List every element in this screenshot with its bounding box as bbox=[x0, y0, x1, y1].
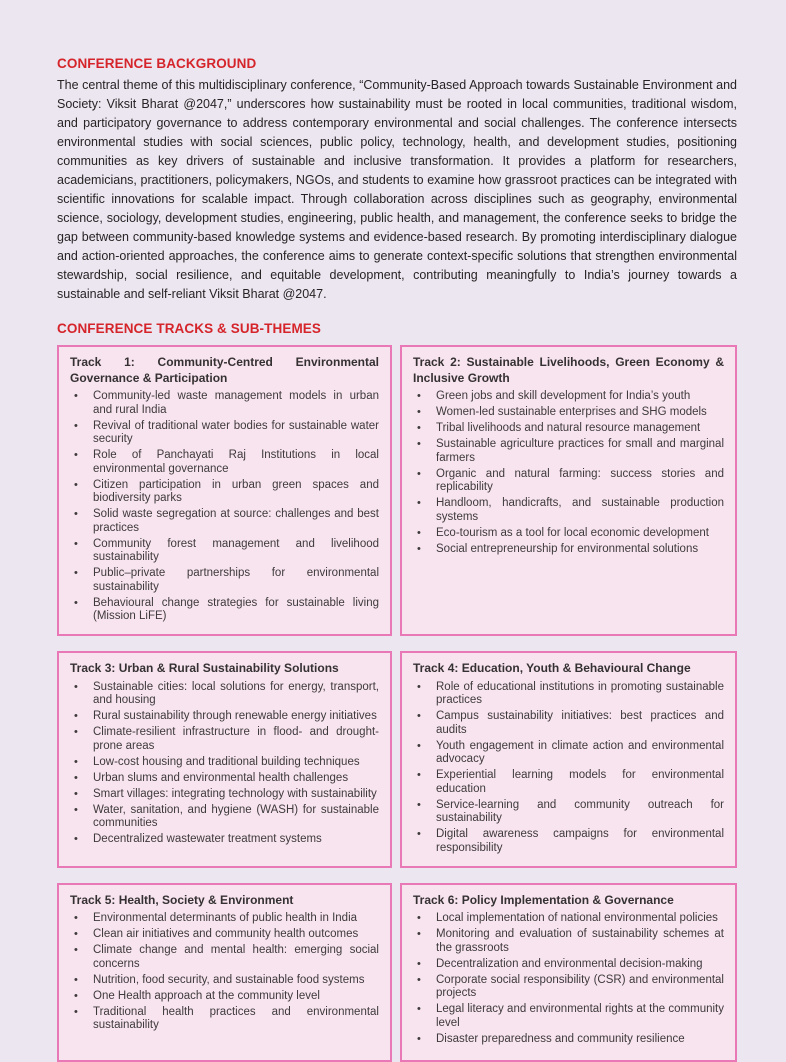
track-bullet-item: • Corporate social responsibility (CSR) and environmental projects bbox=[413, 974, 724, 1001]
track-bullet-item: • Solid waste segregation at source: challenges and best practices bbox=[70, 508, 379, 535]
track-bullet-item: • Social entrepreneurship for environmental solutions bbox=[413, 543, 724, 557]
track-bullet-item: • Revival of traditional water bodies for sustainable water security bbox=[70, 420, 379, 447]
tracks-grid bbox=[57, 345, 737, 1062]
track-bullet-item: • Community forest management and livelihood sustainability bbox=[70, 538, 379, 565]
track-bullet-item: • Campus sustainability initiatives: best practices and audits bbox=[413, 710, 724, 737]
track-bullet-item: • Monitoring and evaluation of sustainability schemes at the grassroots bbox=[413, 928, 724, 955]
track-bullet-item: • Public–private partnerships for environmental sustainability bbox=[70, 567, 379, 594]
track-3-list bbox=[70, 681, 379, 847]
background-heading: CONFERENCE BACKGROUND bbox=[57, 56, 257, 71]
track-box-6 bbox=[400, 883, 737, 1062]
track-bullet-item: • Role of educational institutions in promoting sustainable practices bbox=[413, 681, 724, 708]
track-box-5 bbox=[57, 883, 392, 1062]
track-bullet-item: • Behavioural change strategies for sustainable living (Mission LiFE) bbox=[70, 597, 379, 624]
track-2-title: Track 2: Sustainable Livelihoods, Green Economy & Inclusive Growth bbox=[413, 355, 724, 385]
track-5-title: Track 5: Health, Society & Environment bbox=[70, 892, 294, 907]
tracks-heading: CONFERENCE TRACKS & SUB-THEMES bbox=[57, 321, 322, 336]
track-box-2 bbox=[400, 345, 737, 636]
track-bullet-item: • Handloom, handicrafts, and sustainable production systems bbox=[413, 497, 724, 524]
track-bullet-item: • Clean air initiatives and community health outcomes bbox=[70, 928, 379, 942]
track-bullet-item: • Organic and natural farming: success stories and replicability bbox=[413, 468, 724, 495]
track-bullet-item: • Urban slums and environmental health challenges bbox=[70, 772, 379, 786]
track-bullet-item: • Decentralized wastewater treatment systems bbox=[70, 833, 379, 847]
track-2-list bbox=[413, 390, 724, 556]
track-bullet-item: • Sustainable agriculture practices for small and marginal farmers bbox=[413, 438, 724, 465]
track-6-title: Track 6: Policy Implementation & Governance bbox=[413, 892, 674, 907]
track-bullet-item: • Nutrition, food security, and sustainable food systems bbox=[70, 974, 379, 988]
track-bullet-item: • Service-learning and community outreach for sustainability bbox=[413, 799, 724, 826]
track-4-list bbox=[413, 681, 724, 856]
track-bullet-item: • Digital awareness campaigns for environmental responsibility bbox=[413, 828, 724, 855]
track-bullet-item: • Disaster preparedness and community resilience bbox=[413, 1033, 724, 1047]
track-bullet-item: • Decentralization and environmental decision-making bbox=[413, 958, 724, 972]
track-bullet-item: • Climate-resilient infrastructure in flood- and drought-prone areas bbox=[70, 726, 379, 753]
track-bullet-item: • Local implementation of national environmental policies bbox=[413, 912, 724, 926]
track-bullet-item: • Green jobs and skill development for India’s youth bbox=[413, 390, 724, 404]
track-5-list bbox=[70, 912, 379, 1033]
track-3-title: Track 3: Urban & Rural Sustainability Solutions bbox=[70, 661, 339, 675]
track-bullet-item: • Climate change and mental health: emerging social concerns bbox=[70, 944, 379, 971]
track-1-title: Track 1: Community-Centred Environmental Governance & Participation bbox=[70, 355, 379, 385]
track-bullet-item: • Role of Panchayati Raj Institutions in local environmental governance bbox=[70, 449, 379, 476]
track-bullet-item: • Community-led waste management models in urban and rural India bbox=[70, 390, 379, 417]
track-bullet-item: • Low-cost housing and traditional building techniques bbox=[70, 756, 379, 770]
track-bullet-item: • Tribal livelihoods and natural resource management bbox=[413, 422, 724, 436]
track-box-4 bbox=[400, 651, 737, 868]
tracks-section bbox=[57, 321, 737, 1062]
background-paragraph: The central theme of this multidisciplinary conference, “Community-Based Approach towards Sustainable Environment and Society: Viksit Bharat @2047,” underscores how sustainability must be rooted in local communities, traditional wisdom, and participatory governance to address contemporary environmental and social challenges. The conference intersects environmental studies with social sciences, public policy, technology, health, and development studies, positioning communities as key drivers of sustainable and inclusive transformation. It provides a platform for researchers, academicians, practitioners, policymakers, NGOs, and students to examine how grassroot practices can be integrated with scientific innovations for scalable impact. Through collaboration across disciplines such as geography, environmental science, sociology, development studies, engineering, public health, and management, the conference seeks to bridge the gap between community-based knowledge systems and evidence-based research. By promoting interdisciplinary dialogue and action-oriented approaches, the conference aims to generate context-specific solutions that strengthen environmental stewardship, social resilience, and equitable development, contributing meaningfully to India’s journey towards a sustainable and self-reliant Viksit Bharat @2047. bbox=[57, 78, 737, 301]
track-bullet-item: • Rural sustainability through renewable energy initiatives bbox=[70, 710, 379, 724]
track-bullet-item: • Water, sanitation, and hygiene (WASH) for sustainable communities bbox=[70, 804, 379, 831]
track-bullet-item: • Experiential learning models for environmental education bbox=[413, 769, 724, 796]
track-box-3 bbox=[57, 651, 392, 868]
track-6-list bbox=[413, 912, 724, 1046]
track-bullet-item: • Women-led sustainable enterprises and SHG models bbox=[413, 406, 724, 420]
track-bullet-item: • Traditional health practices and environmental sustainability bbox=[70, 1006, 379, 1033]
track-bullet-item: • Smart villages: integrating technology with sustainability bbox=[70, 788, 379, 802]
track-bullet-item: • One Health approach at the community level bbox=[70, 990, 379, 1004]
conference-background-section bbox=[57, 56, 737, 304]
track-bullet-item: • Environmental determinants of public health in India bbox=[70, 912, 379, 926]
track-bullet-item: • Legal literacy and environmental rights at the community level bbox=[413, 1003, 724, 1030]
track-bullet-item: • Youth engagement in climate action and environmental advocacy bbox=[413, 740, 724, 767]
track-bullet-item: • Eco-tourism as a tool for local economic development bbox=[413, 527, 724, 541]
track-box-1 bbox=[57, 345, 392, 636]
track-bullet-item: • Citizen participation in urban green spaces and biodiversity parks bbox=[70, 479, 379, 506]
track-1-list bbox=[70, 390, 379, 624]
track-bullet-item: • Sustainable cities: local solutions for energy, transport, and housing bbox=[70, 681, 379, 708]
track-4-title: Track 4: Education, Youth & Behavioural Change bbox=[413, 661, 691, 675]
